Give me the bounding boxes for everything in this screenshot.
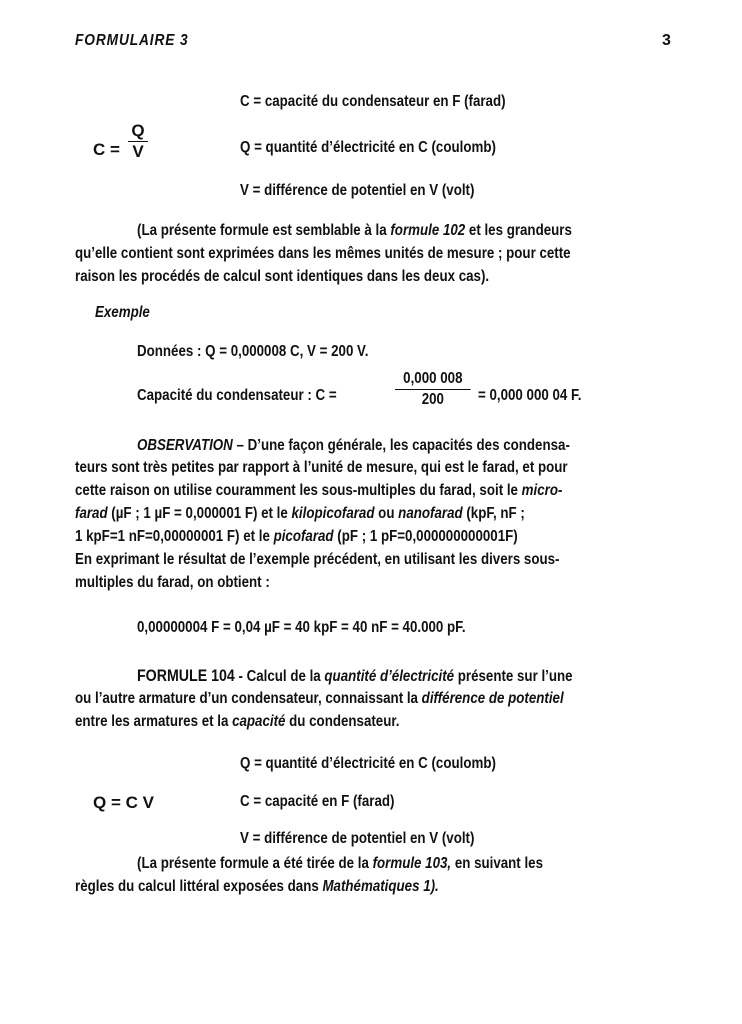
example-capacity-label: Capacité du condensateur : C = — [137, 387, 337, 404]
fraction-bar — [395, 389, 471, 390]
formula-103-fraction — [128, 122, 148, 161]
definition-v: V = différence de potentiel en V (volt) — [240, 830, 475, 847]
observation-line: cette raison on utilise couramment les sous-multiples du farad, soit le micro- — [75, 482, 563, 499]
formula-104-equation: Q = C V — [93, 793, 154, 812]
definition-q: Q = quantité d’électricité en C (coulomb) — [240, 755, 496, 772]
definition-v: V = différence de potentiel en V (volt) — [240, 182, 475, 199]
example-numerator: 0,000 008 — [403, 370, 463, 387]
formula-104-note-line: règles du calcul littéral exposées dans Mathématiques 1). — [75, 878, 439, 895]
formula-104-note-line: (La présente formule a été tirée de la formule 103, en suivant les — [137, 855, 543, 872]
formula-103-numerator: Q — [131, 121, 145, 140]
note-paragraph-line: qu’elle contient sont exprimées dans les mêmes unités de mesure ; pour cette — [75, 245, 571, 262]
formula-104-line: entre les armatures et la capacité du condensateur. — [75, 713, 400, 730]
example-denominator: 200 — [421, 391, 444, 408]
observation-line: teurs sont très petites par rapport à l’unité de mesure, qui est le farad, et pour — [75, 459, 568, 476]
observation-line: farad (µF ; 1 µF = 0,000001 F) et le kilopicofarad ou nanofarad (kpF, nF ; — [75, 505, 525, 522]
page-number: 3 — [662, 32, 671, 49]
note-paragraph-line: (La présente formule est semblable à la formule 102 et les grandeurs — [137, 222, 572, 239]
unit-equivalence: 0,00000004 F = 0,04 µF = 40 kpF = 40 nF = 40.000 pF. — [137, 619, 466, 636]
formula-103-denominator: V — [132, 142, 144, 161]
formula-104-line: ou l’autre armature d’un condensateur, connaissant la différence de potentiel — [75, 690, 564, 707]
observation-line: 1 kpF=1 nF=0,00000001 F) et le picofarad (pF ; 1 pF=0,000000000001F) — [75, 528, 518, 545]
formula-103-lhs: C = — [93, 140, 120, 159]
definition-c: C = capacité en F (farad) — [240, 793, 395, 810]
observation-line: multiples du farad, on obtient : — [75, 574, 270, 591]
running-header-title: FORMULAIRE 3 — [75, 32, 189, 49]
definition-q: Q = quantité d’électricité en C (coulomb) — [240, 139, 496, 156]
example-fraction — [395, 370, 471, 409]
note-paragraph-line: raison les procédés de calcul sont identiques dans les deux cas). — [75, 268, 490, 285]
observation-line: En exprimant le résultat de l’exemple précédent, en utilisant les divers sous- — [75, 551, 560, 568]
observation-label: OBSERVATION — [137, 437, 233, 454]
formula-104-label: FORMULE 104 — [137, 667, 235, 685]
example-heading: Exemple — [95, 304, 150, 321]
example-given-data: Données : Q = 0,000008 C, V = 200 V. — [137, 343, 369, 360]
formula-104-line: FORMULE 104 - Calcul de la quantité d’électricité présente sur l’une — [137, 667, 573, 685]
definition-c: C = capacité du condensateur en F (farad) — [240, 93, 506, 110]
observation-line: OBSERVATION – D’une façon générale, les capacités des condensa- — [137, 437, 570, 454]
example-result: = 0,000 000 04 F. — [478, 387, 582, 404]
